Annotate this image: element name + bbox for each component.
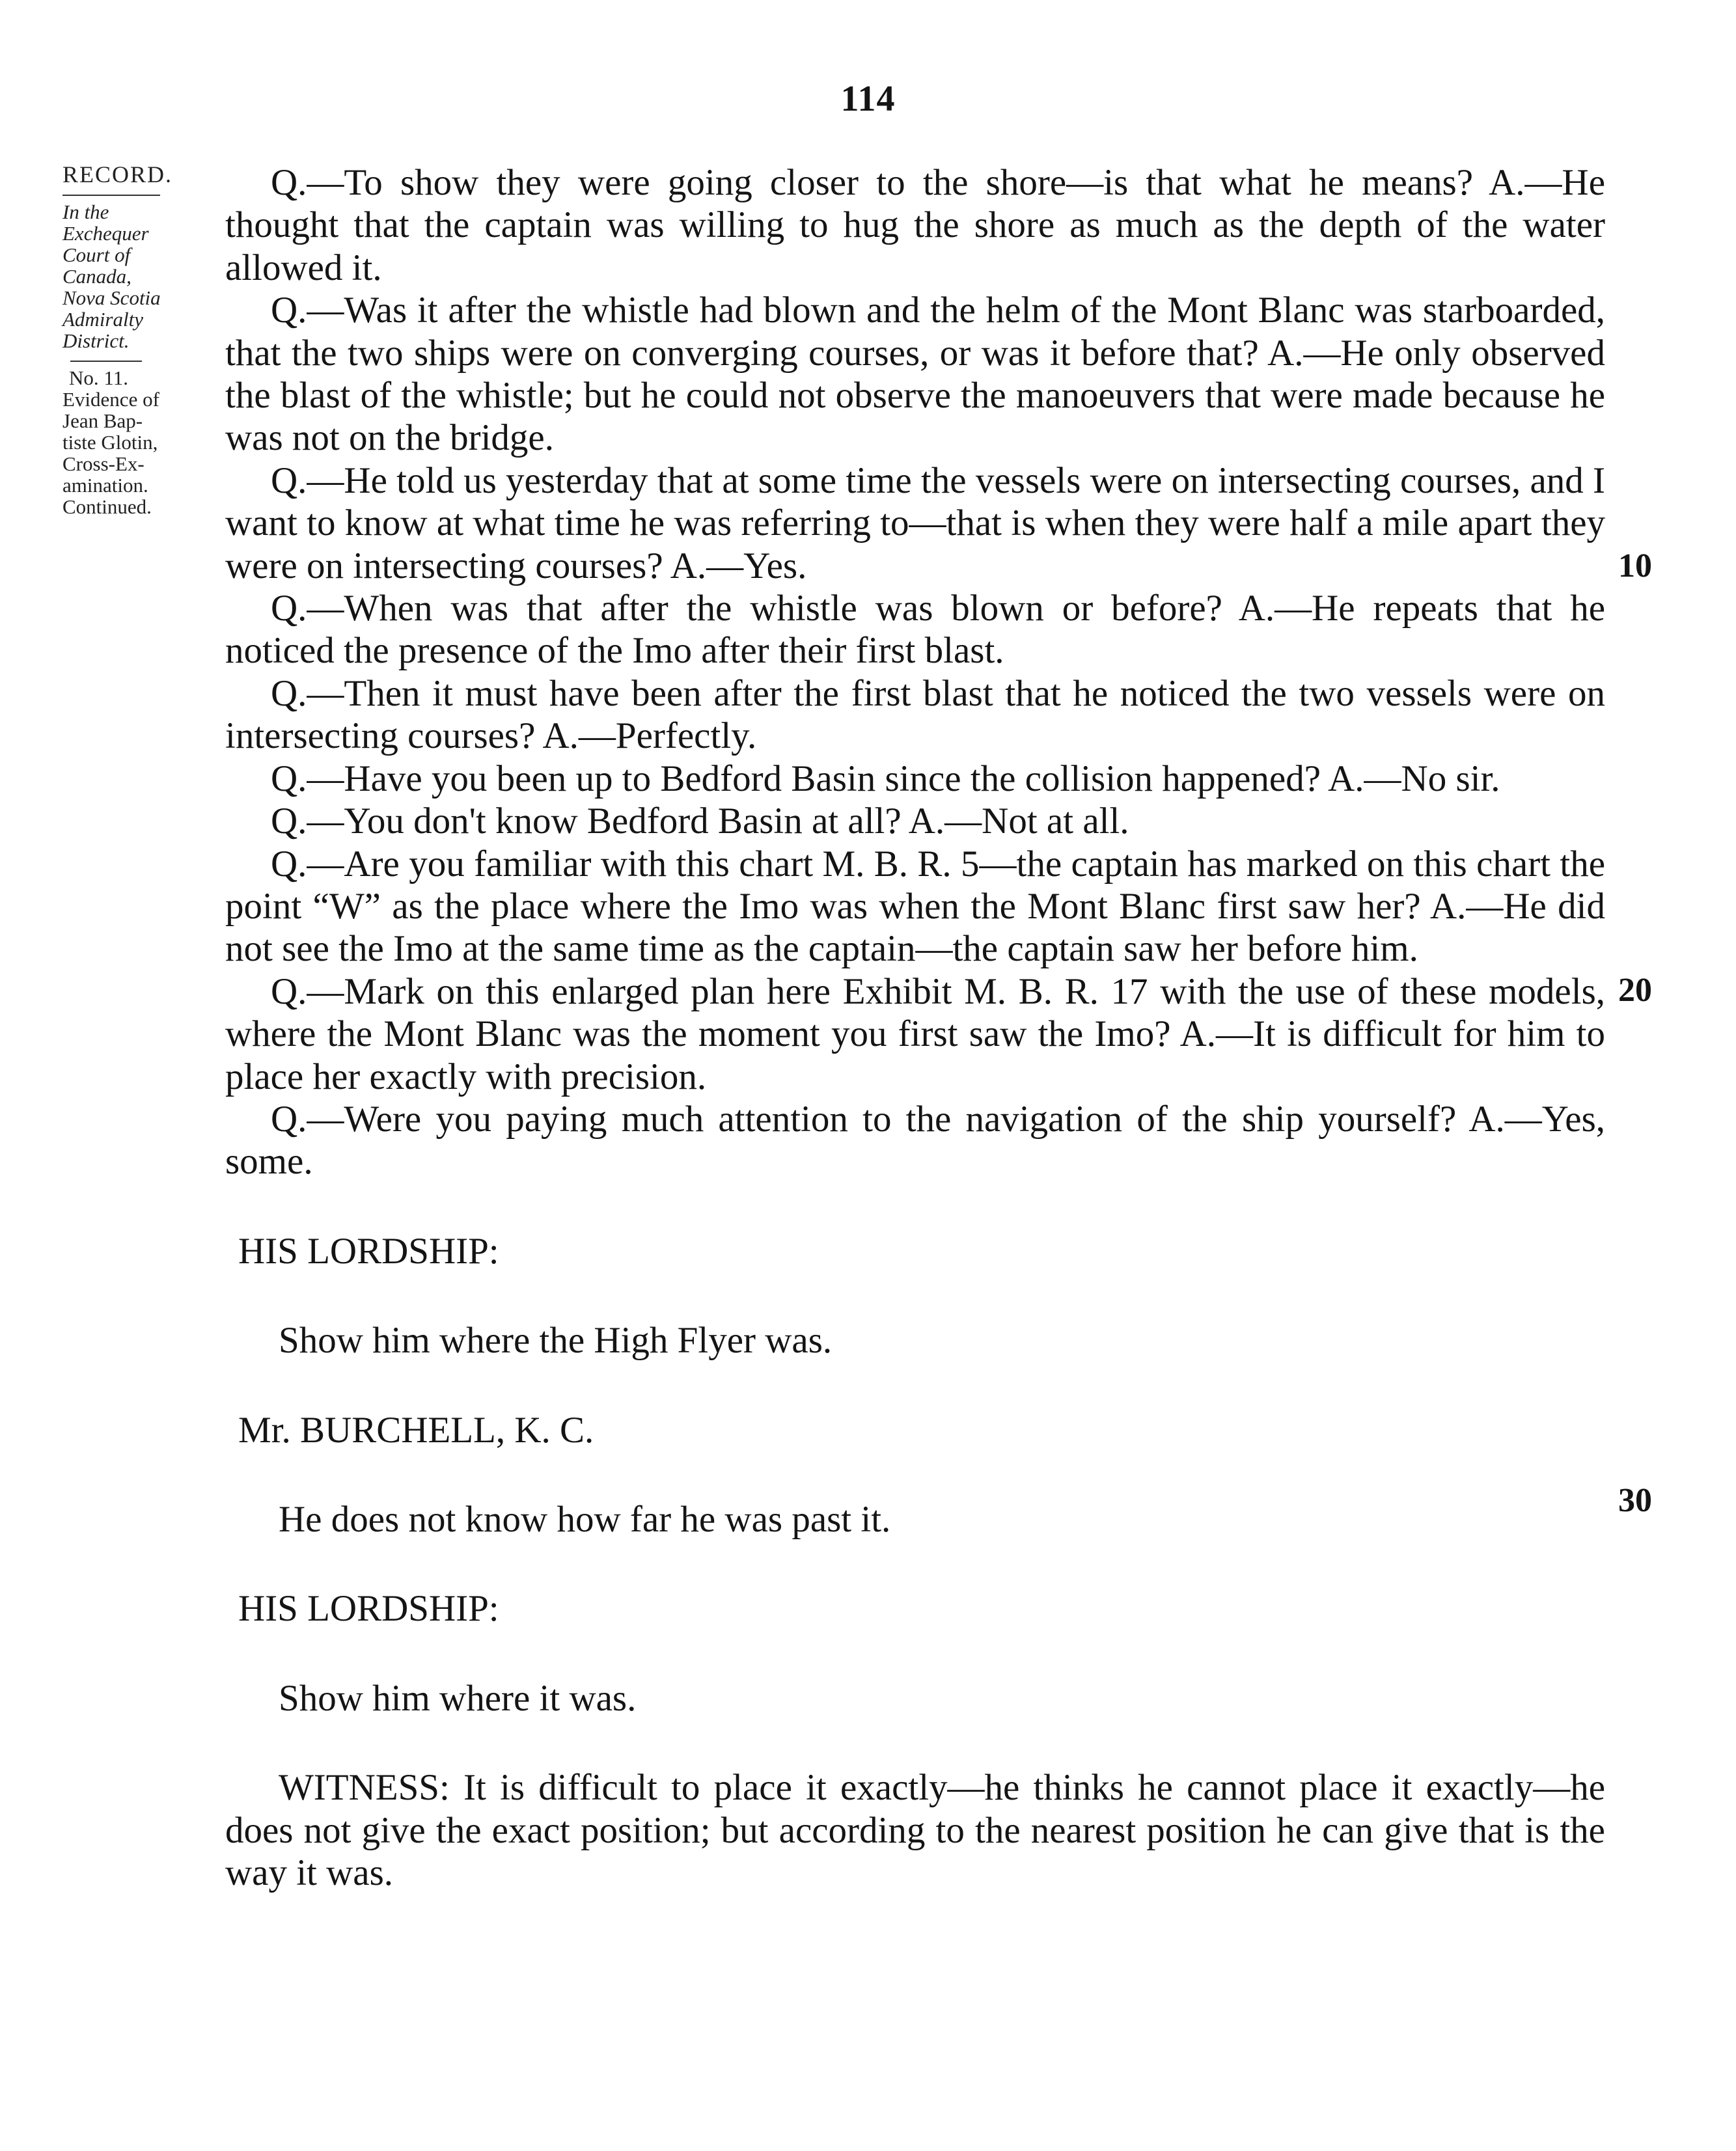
margin-item-line: Continued. — [62, 495, 152, 518]
margin-item-line: Cross-Ex- — [62, 452, 145, 475]
margin-item-line: Evidence of — [62, 388, 159, 411]
qa-paragraph: Q.—Then it must have been after the first blast that he noticed the two vessels were on intersecting courses? A.—Perfectly. — [225, 672, 1605, 757]
margin-rule — [70, 361, 142, 362]
qa-paragraph: Q.—Have you been up to Bedford Basin since the collision happened? A.—No sir. — [271, 758, 1500, 799]
qa-paragraph: Q.—He told us yesterday that at some time the vessels were on intersecting courses, and I want to know at what time he was referring to—that is when they were half a mile apart they were on intersecting courses? A.—Yes. — [225, 459, 1605, 586]
speaker-heading: HIS LORDSHIP: — [238, 1230, 499, 1272]
qa-paragraph: Q.—Mark on this enlarged plan here Exhibit M. B. R. 17 with the use of these models, where the Mont Blanc was the moment you first saw the Imo? A.—It is difficult for him to place her exactly with precision. — [225, 970, 1605, 1097]
qa-paragraph: Q.—When was that after the whistle was blown or before? A.—He repeats that he noticed the presence of the Imo after their first blast. — [225, 588, 1605, 672]
qa-paragraph: Q.—Were you paying much attention to the navigation of the ship yourself? A.—Yes, some. — [225, 1098, 1605, 1183]
qa-paragraph: Q.—To show they were going closer to the shore—is that what he means? A.—He thought that the captain was willing to hug the shore as much as the depth of the water allowed it. — [225, 162, 1605, 288]
qa-paragraph: Q.—Are you familiar with this chart M. B. R. 5—the captain has marked on this chart the point “W” as the place where the Imo was when the Mont Blanc first saw her? A.—He did not see the Imo at the same time as the captain—the captain saw her before him. — [225, 843, 1605, 970]
margin-rule — [62, 195, 160, 196]
margin-court-line: Exchequer — [62, 222, 149, 245]
margin-record: RECORD. — [62, 161, 173, 187]
margin-item-line: No. 11. — [69, 366, 128, 389]
speaker-statement: Show him where it was. — [279, 1677, 637, 1719]
speaker-heading: Mr. BURCHELL, K. C. — [238, 1409, 594, 1451]
line-number: 30 — [1618, 1482, 1652, 1519]
speaker-statement: He does not know how far he was past it. — [279, 1498, 891, 1540]
margin-court-line: In the — [62, 200, 109, 223]
page-number: 114 — [840, 79, 896, 119]
transcript-body — [225, 161, 1605, 1894]
qa-paragraph: Q.—Was it after the whistle had blown and the helm of the Mont Blanc was starboarded, that the two ships were on converging courses, or was it before that? A.—He only observed the blast of the whistle; but he could not observe the manoeuvers that were made because he was not on the bridge. — [225, 290, 1605, 459]
qa-paragraph: Q.—You don't know Bedford Basin at all? A.—Not at all. — [271, 801, 1129, 842]
margin-court-line: Nova Scotia — [62, 286, 161, 309]
margin-court-line: Court of — [62, 243, 131, 266]
line-number: 10 — [1618, 547, 1652, 584]
line-number: 20 — [1618, 972, 1652, 1009]
margin-item-line: Jean Bap- — [62, 409, 143, 432]
witness-statement: WITNESS: It is difficult to place it exactly—he thinks he cannot place it exactly—he does not give the exact position; but according to the nearest position he can give that is the way it was. — [225, 1767, 1605, 1893]
margin-court-line: Admiralty — [62, 308, 143, 331]
margin-item-line: amination. — [62, 474, 148, 497]
margin-court-line: District. — [62, 329, 130, 352]
margin-note — [62, 161, 219, 518]
margin-court-line: Canada, — [62, 265, 131, 288]
speaker-heading: HIS LORDSHIP: — [238, 1588, 499, 1630]
speaker-statement: Show him where the High Flyer was. — [279, 1320, 833, 1362]
margin-item-line: tiste Glotin, — [62, 431, 158, 454]
